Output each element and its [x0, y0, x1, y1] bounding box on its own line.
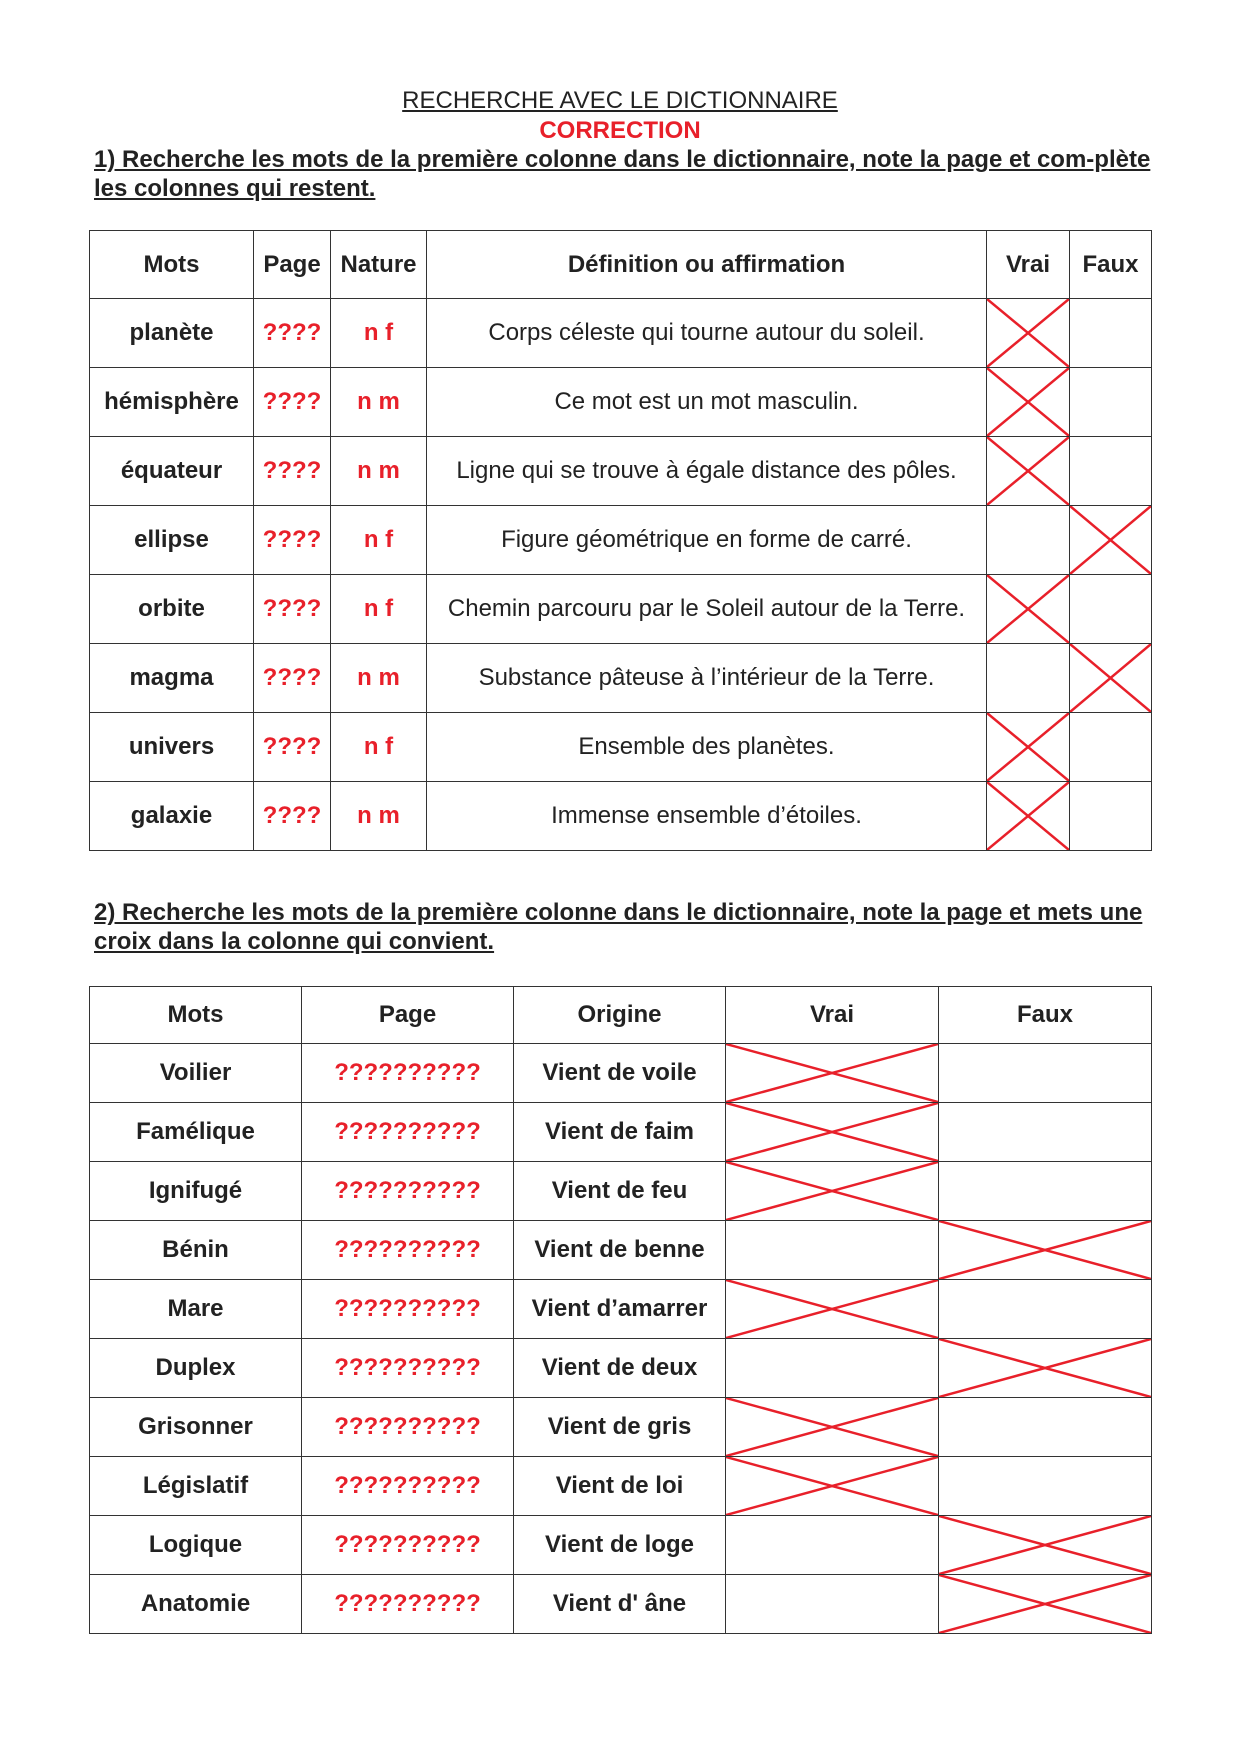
faux-cell — [939, 1044, 1152, 1103]
table-row — [90, 1162, 1152, 1221]
faux-cell — [1070, 644, 1152, 713]
origin-cell: Vient de loge — [514, 1516, 726, 1575]
nature-cell: n f — [331, 575, 427, 644]
definition-cell: Substance pâteuse à l’intérieur de la Terre. — [427, 644, 987, 713]
origin-cell: Vient d' âne — [514, 1575, 726, 1634]
definition-cell: Figure géométrique en forme de carré. — [427, 506, 987, 575]
cross-mark-icon — [726, 1398, 938, 1456]
vrai-cell — [987, 299, 1070, 368]
origin-cell: Vient de faim — [514, 1103, 726, 1162]
word-cell: équateur — [90, 437, 254, 506]
page-cell: ?????????? — [302, 1044, 514, 1103]
word-cell: univers — [90, 713, 254, 782]
column-header: Mots — [90, 987, 302, 1044]
page-cell: ?????????? — [302, 1457, 514, 1516]
origin-table — [89, 986, 1152, 1634]
table-row — [90, 1339, 1152, 1398]
faux-cell — [939, 1103, 1152, 1162]
faux-cell — [1070, 713, 1152, 782]
origin-cell: Vient d’amarrer — [514, 1280, 726, 1339]
faux-cell — [939, 1339, 1152, 1398]
section2-instruction: 2) Recherche les mots de la première colonne dans le dictionnaire, note la page et mets une croix dans la colonne qui convient. — [94, 899, 1143, 955]
page-cell: ???? — [254, 713, 331, 782]
table-row — [90, 575, 1152, 644]
table-row — [90, 1575, 1152, 1634]
cross-mark-icon — [726, 1457, 938, 1515]
word-cell: galaxie — [90, 782, 254, 851]
faux-cell — [1070, 368, 1152, 437]
column-header: Page — [302, 987, 514, 1044]
word-cell: Voilier — [90, 1044, 302, 1103]
cross-mark-icon — [726, 1103, 938, 1161]
origin-cell: Vient de voile — [514, 1044, 726, 1103]
nature-cell: n f — [331, 713, 427, 782]
vrai-cell — [987, 437, 1070, 506]
table-row — [90, 1044, 1152, 1103]
table-row — [90, 782, 1152, 851]
faux-cell — [939, 1575, 1152, 1634]
nature-cell: n m — [331, 644, 427, 713]
nature-cell: n m — [331, 368, 427, 437]
word-cell: Logique — [90, 1516, 302, 1575]
faux-cell — [939, 1280, 1152, 1339]
vrai-cell — [987, 575, 1070, 644]
faux-cell — [939, 1221, 1152, 1280]
page-cell: ?????????? — [302, 1516, 514, 1575]
page-subtitle: CORRECTION — [539, 117, 701, 144]
faux-cell — [1070, 506, 1152, 575]
nature-cell: n m — [331, 437, 427, 506]
vrai-cell — [726, 1162, 939, 1221]
page-cell: ?????????? — [302, 1221, 514, 1280]
table-header-row — [90, 987, 1152, 1044]
vrai-cell — [987, 713, 1070, 782]
definition-cell: Ligne qui se trouve à égale distance des pôles. — [427, 437, 987, 506]
page-cell: ?????????? — [302, 1162, 514, 1221]
table-row — [90, 299, 1152, 368]
page-cell: ?????????? — [302, 1575, 514, 1634]
vrai-cell — [726, 1221, 939, 1280]
vrai-cell — [726, 1516, 939, 1575]
word-cell: ellipse — [90, 506, 254, 575]
origin-cell: Vient de loi — [514, 1457, 726, 1516]
page-cell: ???? — [254, 644, 331, 713]
section1-instruction: 1) Recherche les mots de la première colonne dans le dictionnaire, note la page et com-plète les colonnes qui restent. — [94, 146, 1151, 202]
table-row — [90, 1221, 1152, 1280]
vrai-cell — [726, 1044, 939, 1103]
page-cell: ?????????? — [302, 1103, 514, 1162]
definition-cell: Chemin parcouru par le Soleil autour de la Terre. — [427, 575, 987, 644]
nature-cell: n m — [331, 782, 427, 851]
cross-mark-icon — [987, 782, 1069, 850]
faux-cell — [1070, 575, 1152, 644]
definition-cell: Immense ensemble d’étoiles. — [427, 782, 987, 851]
nature-cell: n f — [331, 299, 427, 368]
cross-mark-icon — [1070, 506, 1151, 574]
origin-cell: Vient de feu — [514, 1162, 726, 1221]
column-header: Faux — [939, 987, 1152, 1044]
word-cell: Ignifugé — [90, 1162, 302, 1221]
faux-cell — [1070, 299, 1152, 368]
column-header: Mots — [90, 231, 254, 299]
cross-mark-icon — [987, 368, 1069, 436]
table-header-row — [90, 231, 1152, 299]
vrai-cell — [726, 1339, 939, 1398]
page-cell: ???? — [254, 506, 331, 575]
table-row — [90, 713, 1152, 782]
column-header: Page — [254, 231, 331, 299]
vrai-cell — [726, 1575, 939, 1634]
definition-cell: Corps céleste qui tourne autour du soleil. — [427, 299, 987, 368]
origin-cell: Vient de gris — [514, 1398, 726, 1457]
word-cell: Grisonner — [90, 1398, 302, 1457]
vrai-cell — [987, 506, 1070, 575]
cross-mark-icon — [987, 299, 1069, 367]
page-cell: ???? — [254, 437, 331, 506]
page-cell: ???? — [254, 782, 331, 851]
cross-mark-icon — [987, 437, 1069, 505]
faux-cell — [1070, 782, 1152, 851]
faux-cell — [1070, 437, 1152, 506]
table-row — [90, 1280, 1152, 1339]
faux-cell — [939, 1457, 1152, 1516]
faux-cell — [939, 1162, 1152, 1221]
page-cell: ???? — [254, 368, 331, 437]
table-row — [90, 644, 1152, 713]
column-header: Origine — [514, 987, 726, 1044]
column-header: Vrai — [726, 987, 939, 1044]
origin-cell: Vient de benne — [514, 1221, 726, 1280]
cross-mark-icon — [726, 1162, 938, 1220]
word-cell: Anatomie — [90, 1575, 302, 1634]
origin-cell: Vient de deux — [514, 1339, 726, 1398]
word-cell: planète — [90, 299, 254, 368]
word-cell: Mare — [90, 1280, 302, 1339]
vrai-cell — [987, 782, 1070, 851]
cross-mark-icon — [939, 1221, 1151, 1279]
column-header: Vrai — [987, 231, 1070, 299]
cross-mark-icon — [987, 575, 1069, 643]
page-cell: ?????????? — [302, 1398, 514, 1457]
table-row — [90, 1103, 1152, 1162]
word-cell: Famélique — [90, 1103, 302, 1162]
table-row — [90, 506, 1152, 575]
table-row — [90, 1516, 1152, 1575]
page-title: RECHERCHE AVEC LE DICTIONNAIRE — [402, 87, 838, 114]
table-row — [90, 1398, 1152, 1457]
faux-cell — [939, 1398, 1152, 1457]
table-row — [90, 437, 1152, 506]
vrai-cell — [726, 1457, 939, 1516]
faux-cell — [939, 1516, 1152, 1575]
column-header: Définition ou affirmation — [427, 231, 987, 299]
word-cell: Législatif — [90, 1457, 302, 1516]
page-cell: ???? — [254, 299, 331, 368]
table-row — [90, 368, 1152, 437]
cross-mark-icon — [987, 713, 1069, 781]
vocabulary-table — [89, 230, 1152, 851]
vrai-cell — [726, 1280, 939, 1339]
nature-cell: n f — [331, 506, 427, 575]
page-cell: ?????????? — [302, 1339, 514, 1398]
word-cell: Bénin — [90, 1221, 302, 1280]
page-cell: ???? — [254, 575, 331, 644]
definition-cell: Ce mot est un mot masculin. — [427, 368, 987, 437]
table-row — [90, 1457, 1152, 1516]
column-header: Faux — [1070, 231, 1152, 299]
cross-mark-icon — [939, 1516, 1151, 1574]
cross-mark-icon — [939, 1339, 1151, 1397]
word-cell: magma — [90, 644, 254, 713]
page-cell: ?????????? — [302, 1280, 514, 1339]
word-cell: hémisphère — [90, 368, 254, 437]
vrai-cell — [987, 644, 1070, 713]
cross-mark-icon — [726, 1044, 938, 1102]
cross-mark-icon — [939, 1575, 1151, 1633]
column-header: Nature — [331, 231, 427, 299]
cross-mark-icon — [1070, 644, 1151, 712]
word-cell: Duplex — [90, 1339, 302, 1398]
vrai-cell — [726, 1398, 939, 1457]
word-cell: orbite — [90, 575, 254, 644]
definition-cell: Ensemble des planètes. — [427, 713, 987, 782]
cross-mark-icon — [726, 1280, 938, 1338]
vrai-cell — [987, 368, 1070, 437]
vrai-cell — [726, 1103, 939, 1162]
